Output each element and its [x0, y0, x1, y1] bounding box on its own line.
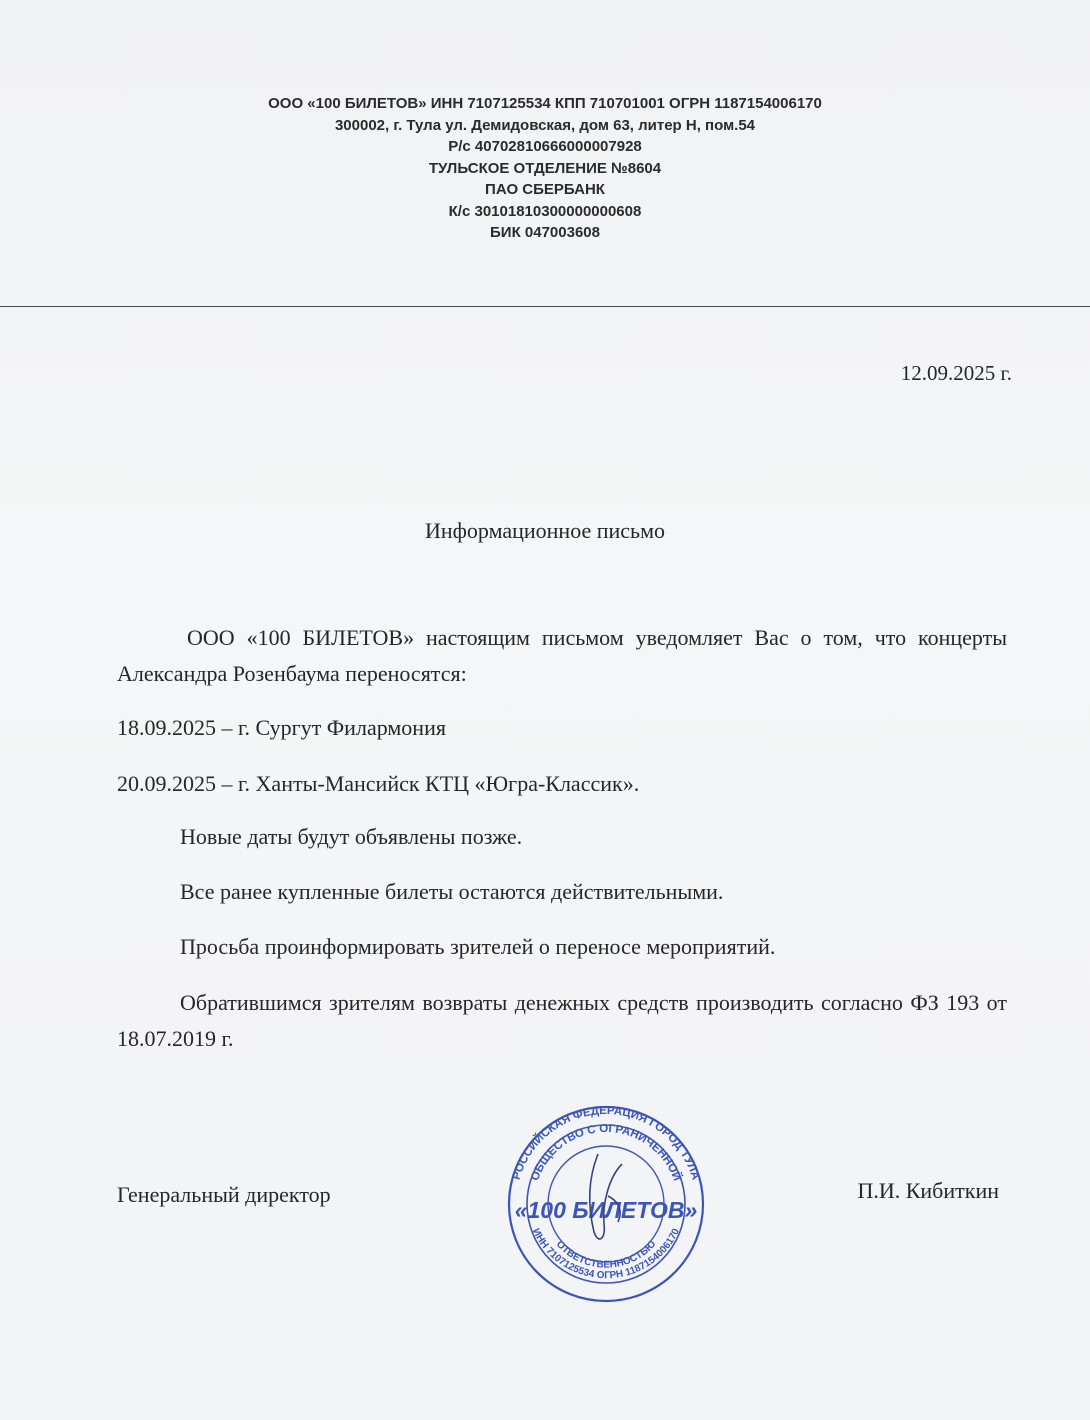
concert-khanty-mansiysk: 20.09.2025 – г. Ханты-Мансийск КТЦ «Югра-Классик». [117, 771, 640, 796]
letter-date: 12.09.2025 г. [900, 361, 1012, 385]
letter-title: Информационное письмо [424, 518, 665, 543]
letterhead-branch: ТУЛЬСКОЕ ОТДЕЛЕНИЕ №8604 [428, 159, 662, 177]
intro-paragraph: ООО «100 БИЛЕТОВ» настоящим письмом уведомляет Вас о том, что концерты Александра Розенбаума переносятся: [117, 625, 1007, 686]
signatory-name: П.И. Кибиткин [857, 1178, 999, 1203]
request-paragraph: Просьба проинформировать зрителей о переносе мероприятий. [180, 934, 776, 959]
header-divider [0, 306, 1090, 307]
concert-surgut: 18.09.2025 – г. Сургут Филармония [117, 715, 446, 740]
tickets-valid-paragraph: Все ранее купленные билеты остаются действительными. [180, 879, 724, 904]
letterhead-requisites: ООО «100 БИЛЕТОВ» ИНН 7107125534 КПП 710701001 ОГРН 1187154006170 [268, 95, 822, 112]
refund-paragraph: Обратившимся зрителям возвраты денежных средств производить согласно ФЗ 193 от 18.07.2019 г. [117, 990, 1007, 1051]
letterhead-bank: ПАО СБЕРБАНК [485, 181, 605, 198]
signatory-position: Генеральный директор [117, 1182, 331, 1207]
new-dates-paragraph: Новые даты будут объявлены позже. [180, 824, 523, 849]
stamp-bottom-inner-text: ОТВЕТСТВЕННОСТЬЮ [553, 1238, 659, 1271]
company-stamp [498, 1104, 714, 1304]
letterhead-corr-account: К/с 30101810300000000608 [448, 202, 642, 220]
stamp-bottom-outer-text: ИНН 7107125534 ОГРН 1187154006170 [529, 1226, 682, 1282]
letterhead-account: Р/с 40702810666000007928 [448, 138, 642, 155]
stamp-inner-text: ОБЩЕСТВО С ОГРАНИЧЕННОЙ [529, 1122, 683, 1183]
stamp-center-text: «100 БИЛЕТОВ» [514, 1197, 698, 1223]
letterhead [0, 93, 1090, 244]
letterhead-bik: БИК 047003608 [490, 224, 600, 241]
stamp-outer-text: РОССИЙСКАЯ ФЕДЕРАЦИЯ ГОРОД ТУЛА [510, 1104, 702, 1182]
letterhead-address: 300002, г. Тула ул. Демидовская, дом 63, литер Н, пом.54 [334, 116, 756, 134]
